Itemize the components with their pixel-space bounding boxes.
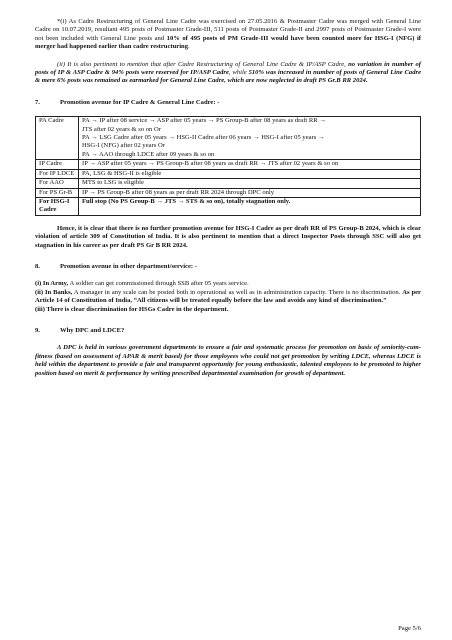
other-department-list xyxy=(35,280,421,314)
paragraph-dpc-ldce: A DPC is held in various government departments to ensure a fair and systematic process for promotion on basis of seniority-cum-fitness (based on assessment of APAR & merit based) for those employees who could not get promotion by writing LDCE, whereas LDCE is held within the department to provide a fair and transparent opportunity for young enthusiastic, talented employees to be promoted to higher position based on merit & performance by writing prescribed departmental examination for growth of department. xyxy=(35,344,421,377)
section-heading-8: 8. Promotion avenue in other department/service: - xyxy=(35,262,197,270)
table-row xyxy=(36,160,421,169)
table-cell-cadre: For HSG-I Cadre xyxy=(36,197,79,215)
page-number: Page 5/6 xyxy=(398,625,421,632)
table-cell-avenue: PA → IP after 08 service → ASP after 05 years → PS Group-B after 08 years as draft RR → JTS after 02 years & so on Or PA → LSG Cadre after 05 years → HSG-II Cadre after 06 years → HSG-I after 05 years → HSG-I (NFG) after 02 years Or PA → AAO through LDCE after 09 years & so on xyxy=(79,117,421,160)
table-cell-cadre: For IP LDCE xyxy=(36,169,79,178)
section-heading-9: 9. Why DPC and LDCE? xyxy=(35,326,125,334)
table-row xyxy=(36,188,421,197)
table-cell-avenue: IP → ASP after 05 years → PS Group-B after 08 years as draft RR → JTS after 02 years & so on xyxy=(79,160,421,169)
table-row xyxy=(36,117,421,160)
table-row xyxy=(36,169,421,178)
paragraph-hence: Hence, it is clear that there is no further promotion avenue for HSG-I Cadre as per draft RR of PS Group-B 2024, which is clear violation of article 309 of Constitution of India. It is also pertinent to mention that a direct Inspector Posts through SSC will also get stagnation in his career as per draft PS Gr B RR 2024. xyxy=(35,224,421,249)
paragraph-ip-asp-cadre: (ii) It is also pertinent to mention that after Cadre Restructuring of General Line Cadre & IP/ASP Cadre, no variation in number of posts of IP & ASP Cadre & 94% posts were reserved for IP/ASP Cadre, while 510% was increased in number of posts of General Line Cadre & mere 6% posts was remained as earmarked for General Line Cadre, which are now neglected in draft PS Gr.B RR 2024. xyxy=(35,60,422,85)
table-cell-cadre: PA Cadre xyxy=(36,117,79,160)
promotion-avenue-table xyxy=(35,116,421,215)
table-cell-avenue: PA, LSG & HSG-II is eligible xyxy=(79,169,421,178)
list-item: (iii) There is clear discrimination for HSGs Cadre in the department. xyxy=(35,305,229,313)
list-item: (i) In Army, A soldier can get commissioned through SSB after 05 years service. xyxy=(35,280,249,288)
table-cell-cadre: IP Cadre xyxy=(36,160,79,169)
paragraph-cadre-restructuring: *(i) As Cadre Restructuring of General Line Cadre was exercised on 27.05.2016 & Postmaster Cadre was merged with General Line Cadre on 10.07.2019, resultant 495 posts of Postmaster Grade-III, 511 posts of Postmaster Grade-II and 2997 posts of Postmaster Grade-I were not been included with General Line posts and 10% of 495 posts of PM Grade-III would have been counted more for HSG-I (NFG) if merger had happened earlier than cadre restructuring. xyxy=(35,18,422,51)
table-cell-avenue: Full stop (No PS Group-B → JTS → STS & so on), totally stagnation only. xyxy=(79,197,421,215)
table-cell-avenue: MTS to LSG is eligible xyxy=(79,179,421,188)
table-cell-cadre: For AAO xyxy=(36,179,79,188)
section-heading-7: 7. Promotion avenue for IP Cadre & General Line Cadre: - xyxy=(35,98,220,106)
table-row xyxy=(36,197,421,215)
document-page xyxy=(35,18,421,378)
table-cell-avenue: IP → PS Group-B after 08 years as per draft RR 2024 through DPC only xyxy=(79,188,421,197)
table-row xyxy=(36,179,421,188)
table-cell-cadre: For PS Gr-B xyxy=(36,188,79,197)
list-item: (ii) In Banks, A manager in any scale can be posted both in operational as well as in administration capacity. There is no discrimination. As per Article 14 of Constitution of India, “All citizens will be treated equally before the law and avoids any kind of discrimination.” xyxy=(35,288,421,305)
